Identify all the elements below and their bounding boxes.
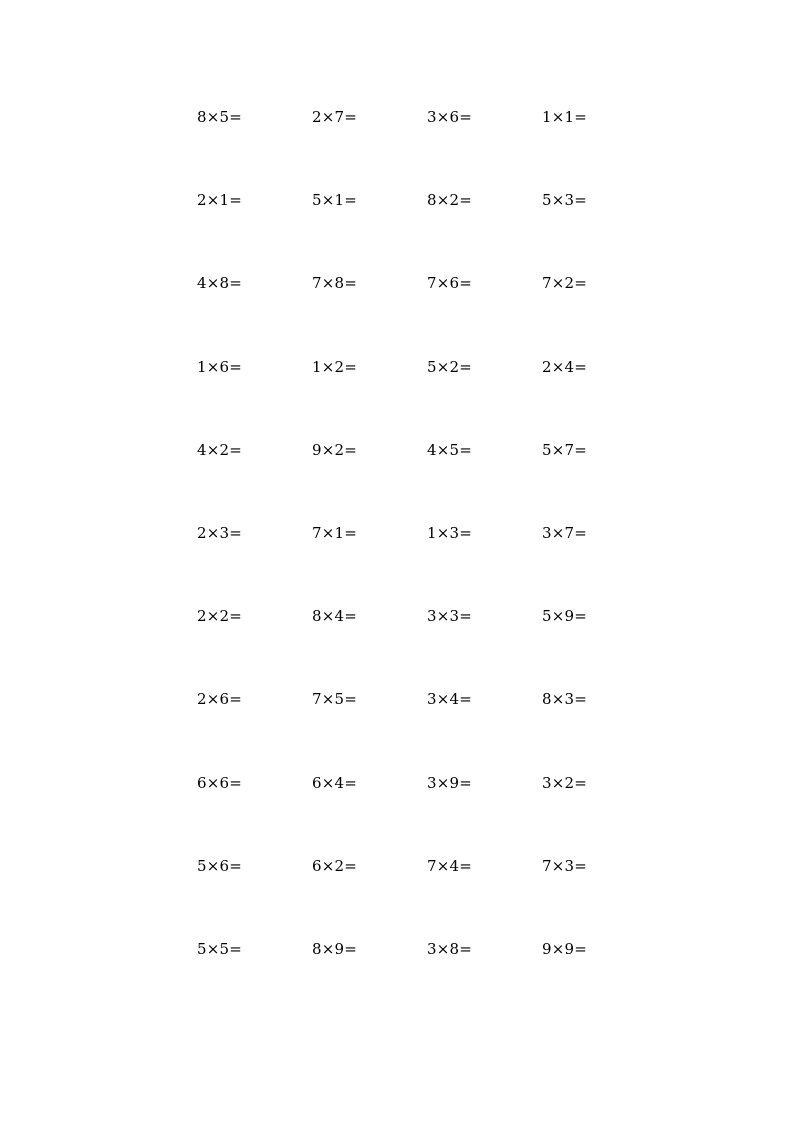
math-problem: 3×6= <box>427 108 473 126</box>
math-problem: 1×1= <box>542 108 588 126</box>
math-problem: 5×9= <box>542 607 588 626</box>
math-problem: 3×9= <box>427 773 473 792</box>
multiplication-worksheet <box>197 107 657 1022</box>
math-problem: 1×2= <box>312 357 358 376</box>
math-problem: 4×8= <box>197 274 243 293</box>
math-problem: 4×2= <box>197 440 243 459</box>
math-problem: 3×3= <box>427 607 473 626</box>
math-problem: 1×3= <box>427 523 473 542</box>
math-problem: 7×2= <box>542 274 588 293</box>
math-problem: 3×8= <box>427 939 473 958</box>
math-problem: 7×5= <box>312 690 358 709</box>
problem-row <box>197 357 657 440</box>
math-problem: 3×7= <box>542 523 588 542</box>
math-problem: 5×3= <box>542 191 588 210</box>
math-problem: 9×9= <box>542 939 588 958</box>
math-problem: 3×4= <box>427 690 473 709</box>
math-problem: 5×2= <box>427 357 473 376</box>
math-problem: 2×2= <box>197 607 243 626</box>
math-problem: 5×5= <box>197 939 243 958</box>
math-problem: 6×6= <box>197 773 243 792</box>
problem-row <box>197 440 657 523</box>
math-problem: 5×1= <box>312 191 358 210</box>
math-problem: 5×6= <box>197 856 243 875</box>
math-problem: 2×3= <box>197 523 243 542</box>
math-problem: 2×1= <box>197 191 243 210</box>
problem-row <box>197 523 657 606</box>
math-problem: 8×9= <box>312 939 358 958</box>
math-problem: 6×2= <box>312 856 358 875</box>
math-problem: 2×7= <box>312 108 358 126</box>
math-problem: 2×6= <box>197 690 243 709</box>
problem-row <box>197 689 657 772</box>
math-problem: 9×2= <box>312 440 358 459</box>
math-problem: 3×2= <box>542 773 588 792</box>
math-problem: 7×3= <box>542 856 588 875</box>
problem-row <box>197 107 657 190</box>
math-problem: 8×4= <box>312 607 358 626</box>
problem-row <box>197 939 657 1022</box>
math-problem: 4×5= <box>427 440 473 459</box>
problem-row <box>197 773 657 856</box>
math-problem: 7×4= <box>427 856 473 875</box>
math-problem: 8×2= <box>427 191 473 210</box>
math-problem: 7×1= <box>312 523 358 542</box>
math-problem: 8×5= <box>197 108 243 126</box>
problem-row <box>197 273 657 356</box>
math-problem: 5×7= <box>542 440 588 459</box>
problem-row <box>197 606 657 689</box>
problem-row <box>197 190 657 273</box>
math-problem: 6×4= <box>312 773 358 792</box>
math-problem: 8×3= <box>542 690 588 709</box>
math-problem: 7×8= <box>312 274 358 293</box>
math-problem: 1×6= <box>197 357 243 376</box>
problem-row <box>197 856 657 939</box>
math-problem: 7×6= <box>427 274 473 293</box>
math-problem: 2×4= <box>542 357 588 376</box>
